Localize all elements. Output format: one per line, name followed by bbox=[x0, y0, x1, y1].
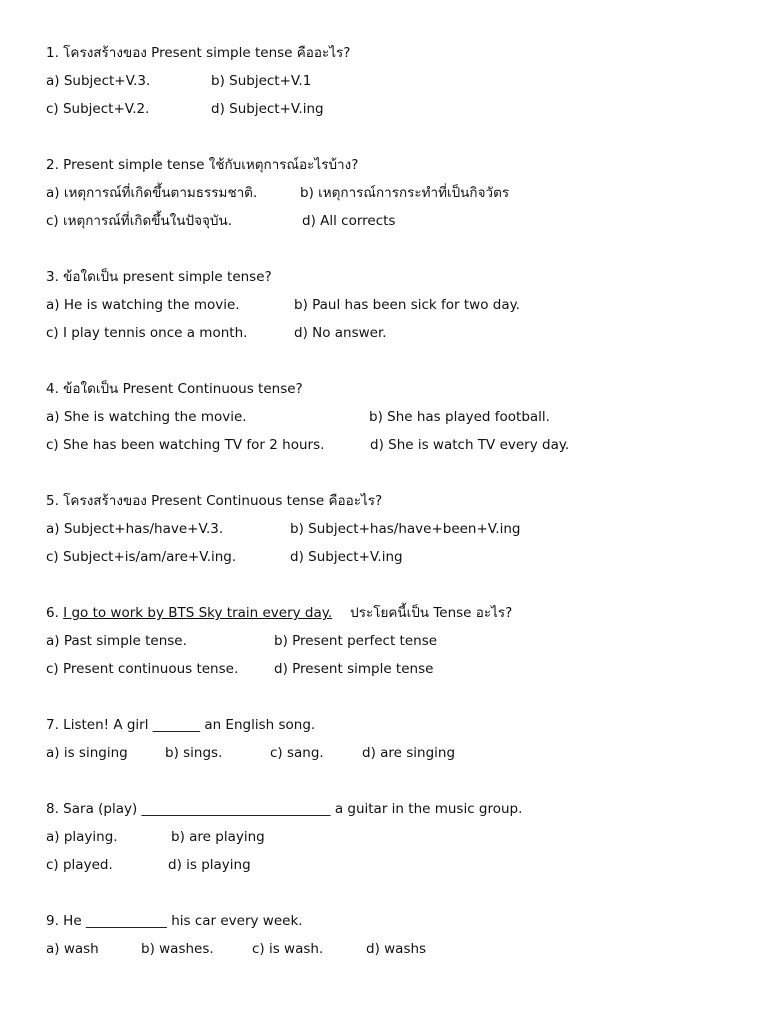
q2-option-c: c) เหตุการณ์ที่เกิดขึ้นในปัจจุบัน. bbox=[46, 213, 233, 229]
q5-option-d: d) Subject+V.ing bbox=[290, 549, 403, 565]
q6-option-b: b) Present perfect tense bbox=[274, 633, 438, 649]
question-5: 5. โครงสร้างของ Present Continuous tense คืออะไร? bbox=[46, 493, 383, 509]
question-4: 4. ข้อใดเป็น Present Continuous tense? bbox=[46, 381, 303, 397]
q7-option-b: b) sings. bbox=[165, 745, 223, 761]
q5-option-a: a) Subject+has/have+V.3. bbox=[46, 521, 224, 537]
q6-option-d: d) Present simple tense bbox=[274, 661, 434, 677]
q9-option-d: d) washs bbox=[366, 941, 427, 957]
q8-option-d: d) is playing bbox=[168, 857, 251, 873]
question-9: 9. He ____________ his car every week. bbox=[46, 913, 303, 929]
q7-option-a: a) is singing bbox=[46, 745, 128, 761]
q3-option-b: b) Paul has been sick for two day. bbox=[294, 297, 520, 313]
q4-option-d: d) She is watch TV every day. bbox=[370, 437, 570, 453]
q8-option-b: b) are playing bbox=[171, 829, 265, 845]
q6-question-text: ประโยคนี้เป็น Tense อะไร? bbox=[350, 605, 513, 621]
q6-option-c: c) Present continuous tense. bbox=[46, 661, 239, 677]
question-7: 7. Listen! A girl _______ an English song. bbox=[46, 717, 316, 733]
q6-underlined-sentence: I go to work by BTS Sky train every day. bbox=[63, 605, 333, 621]
question-3: 3. ข้อใดเป็น present simple tense? bbox=[46, 269, 272, 285]
q8-option-a: a) playing. bbox=[46, 829, 118, 845]
q1-option-b: b) Subject+V.1 bbox=[211, 73, 312, 89]
q1-option-c: c) Subject+V.2. bbox=[46, 101, 150, 117]
q5-option-b: b) Subject+has/have+been+V.ing bbox=[290, 521, 521, 537]
question-1: 1. โครงสร้างของ Present simple tense คืออะไร? bbox=[46, 45, 351, 61]
q2-option-a: a) เหตุการณ์ที่เกิดขึ้นตามธรรมชาติ. bbox=[46, 185, 258, 201]
q2-option-d: d) All corrects bbox=[302, 213, 396, 229]
q3-option-a: a) He is watching the movie. bbox=[46, 297, 240, 313]
q7-option-c: c) sang. bbox=[270, 745, 324, 761]
q4-option-c: c) She has been watching TV for 2 hours. bbox=[46, 437, 325, 453]
question-6 bbox=[46, 604, 512, 622]
question-8: 8. Sara (play) ____________________________ a guitar in the music group. bbox=[46, 801, 523, 817]
q6-number: 6. bbox=[46, 605, 64, 621]
q3-option-d: d) No answer. bbox=[294, 325, 387, 341]
q5-option-c: c) Subject+is/am/are+V.ing. bbox=[46, 549, 237, 565]
q9-option-a: a) wash bbox=[46, 941, 99, 957]
q3-option-c: c) I play tennis once a month. bbox=[46, 325, 248, 341]
q6-option-a: a) Past simple tense. bbox=[46, 633, 187, 649]
q4-option-b: b) She has played football. bbox=[369, 409, 550, 425]
q7-option-d: d) are singing bbox=[362, 745, 456, 761]
q2-option-b: b) เหตุการณ์การกระทำที่เป็นกิจวัตร bbox=[300, 185, 510, 201]
q1-option-d: d) Subject+V.ing bbox=[211, 101, 324, 117]
question-2: 2. Present simple tense ใช้กับเหตุการณ์อะไรบ้าง? bbox=[46, 157, 359, 173]
q1-option-a: a) Subject+V.3. bbox=[46, 73, 151, 89]
q8-option-c: c) played. bbox=[46, 857, 113, 873]
q9-option-c: c) is wash. bbox=[252, 941, 324, 957]
q4-option-a: a) She is watching the movie. bbox=[46, 409, 247, 425]
q9-option-b: b) washes. bbox=[141, 941, 214, 957]
